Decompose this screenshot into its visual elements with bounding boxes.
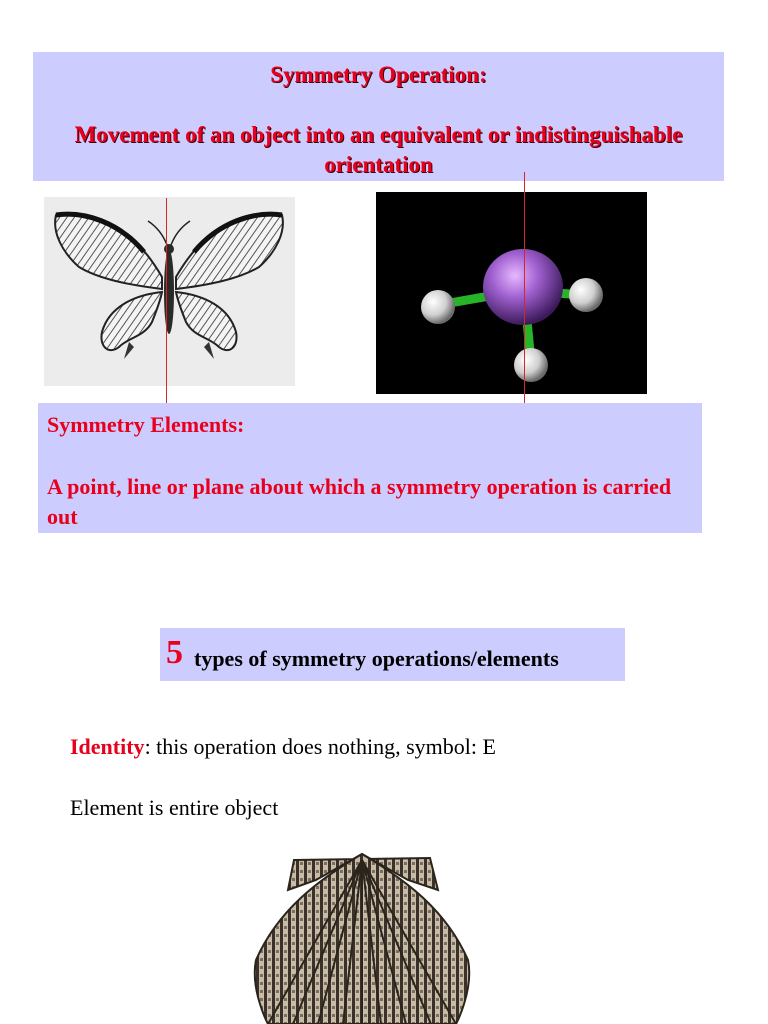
butterfly-symmetry-line: [166, 198, 167, 403]
identity-term: Identity: [70, 734, 145, 759]
symmetry-elements-description: A point, line or plane about which a symmetry operation is carried out: [47, 474, 672, 529]
symmetry-operation-description: Movement of an object into an equivalent or indistinguishable orientation: [74, 122, 683, 177]
identity-text: : this operation does nothing, symbol: E: [144, 734, 496, 759]
symmetry-types-box: [160, 628, 625, 681]
types-text: types of symmetry operations/elements: [194, 646, 559, 671]
molecule-symmetry-line: [524, 172, 525, 409]
shell-image: [248, 850, 476, 1024]
symmetry-elements-heading: Symmetry Elements:: [47, 412, 245, 437]
element-note: Element is entire object: [70, 795, 279, 820]
butterfly-image: [44, 197, 295, 386]
butterfly-icon: [44, 197, 295, 386]
molecule-image: [376, 192, 647, 394]
symmetry-operation-box: [33, 52, 724, 181]
symmetry-elements-box: [38, 403, 702, 533]
types-count: 5: [166, 634, 183, 671]
molecule-icon: [376, 192, 647, 394]
shell-icon: [248, 850, 476, 1024]
identity-line: [70, 733, 496, 761]
symmetry-operation-heading: Symmetry Operation:: [270, 62, 487, 87]
